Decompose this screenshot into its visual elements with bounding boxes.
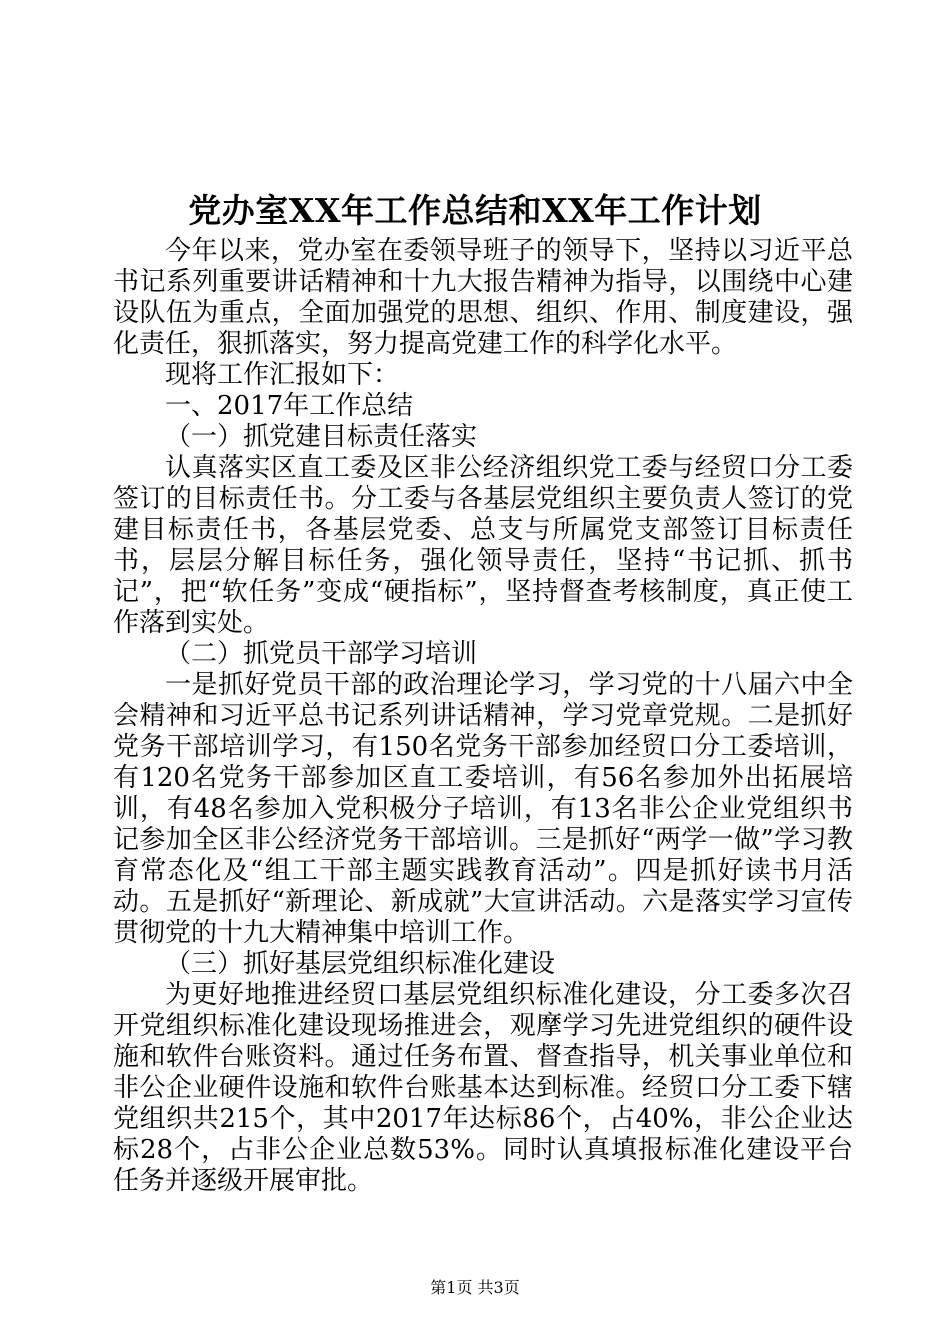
- subsection-2-paragraph: 一是抓好党员干部的政治理论学习，学习党的十八届六中全会精神和习近平总书记系列讲话精神，学习党章党规。二是抓好党务干部培训学习，有150名党务干部参加经贸口分工委培训，有120名党务干部参加区直工委培训，有56名参加外出拓展培训，有48名参加入党积极分子培训，有13名非公企业党组织书记参加全区非公经济党务干部培训。三是抓好“两学一做”学习教育常态化及“组工干部主题实践教育活动”。四是抓好读书月活动。五是抓好“新理论、新成就”大宣讲活动。六是落实学习宣传贯彻党的十九大精神集中培训工作。: [113, 670, 853, 948]
- document-body: [113, 236, 853, 1197]
- subsection-1-paragraph: 认真落实区直工委及区非公经济组织党工委与经贸口分工委签订的目标责任书。分工委与各基层党组织主要负责人签订的党建目标责任书，各基层党委、总支与所属党支部签订目标责任书，层层分解目标任务，强化领导责任，坚持“书记抓、抓书记”，把“软任务”变成“硬指标”，坚持督查考核制度，真正使工作落到实处。: [113, 453, 853, 638]
- subsection-heading-2: （二）抓党员干部学习培训: [165, 639, 478, 669]
- document-title: 党办室XX年工作总结和XX年工作计划: [188, 191, 762, 230]
- intro-paragraph: 今年以来，党办室在委领导班子的领导下，坚持以习近平总书记系列重要讲话精神和十九大报告精神为指导，以围绕中心建设队伍为重点，全面加强党的思想、组织、作用、制度建设，强化责任，狠抓落实，努力提高党建工作的科学化水平。: [113, 236, 853, 359]
- subsection-heading-3: （三）抓好基层党组织标准化建设: [165, 949, 556, 979]
- subsection-3-paragraph: 为更好地推进经贸口基层党组织标准化建设，分工委多次召开党组织标准化建设现场推进会，观摩学习先进党组织的硬件设施和软件台账资料。通过任务布置、督查指导，机关事业单位和非公企业硬件设施和软件台账基本达到标准。经贸口分工委下辖党组织共215个，其中2017年达标86个，占40%，非公企业达标28个，占非公企业总数53%。同时认真填报标准化建设平台任务并逐级开展审批。: [113, 980, 853, 1196]
- report-lead-paragraph: 现将工作汇报如下：: [165, 360, 400, 390]
- page-number-footer: 第1页 共3页: [430, 1278, 520, 1297]
- subsection-heading-1: （一）抓党建目标责任落实: [165, 422, 478, 452]
- section-heading-summary: 一、2017年工作总结: [165, 391, 414, 421]
